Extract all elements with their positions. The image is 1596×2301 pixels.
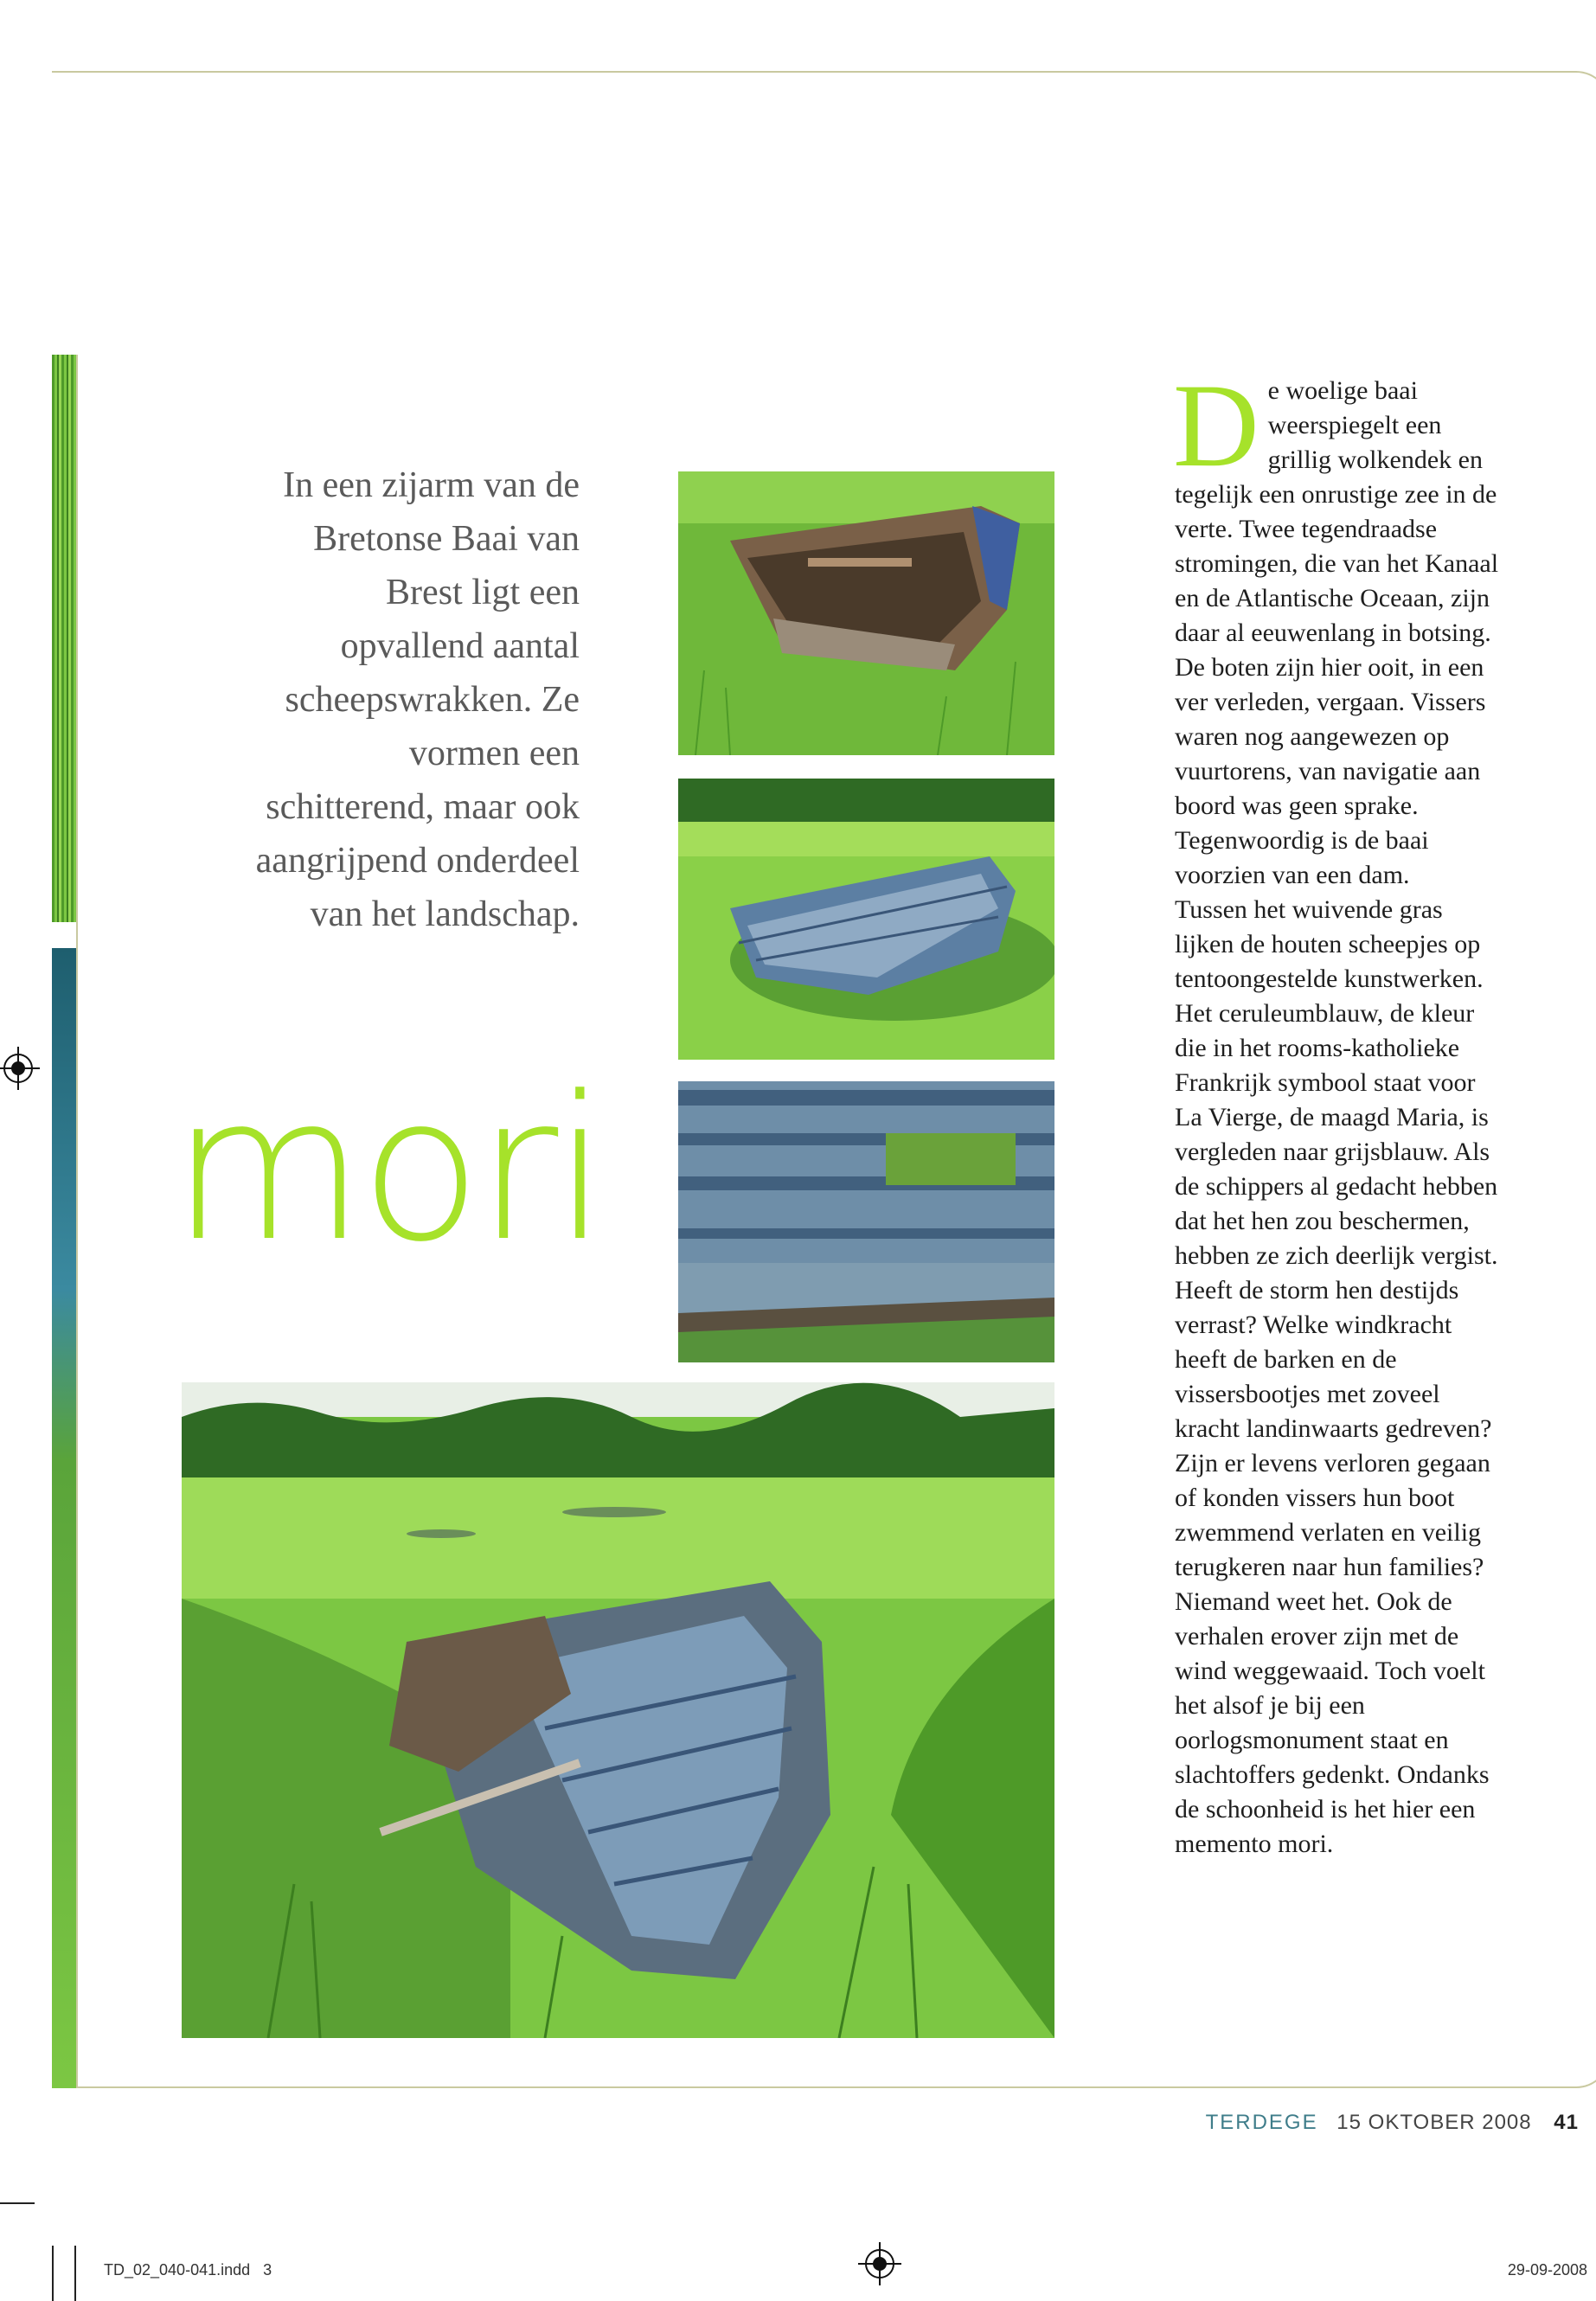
headline-mori: mori xyxy=(171,1054,604,1285)
page-footer xyxy=(1206,2111,1579,2135)
photo-wreck-top xyxy=(678,471,1054,755)
photo-hull-closeup xyxy=(678,1081,1054,1362)
left-grass-strip-bottom xyxy=(52,948,76,2088)
registration-mark-bottom xyxy=(865,2249,894,2279)
page-number: 41 xyxy=(1554,2111,1579,2134)
top-frame-line xyxy=(52,71,1570,73)
bottom-frame-line xyxy=(76,2086,1570,2088)
crop-mark-horizontal xyxy=(0,2202,35,2204)
top-right-corner xyxy=(1557,71,1596,125)
slug-date: 29-09-2008 xyxy=(1507,2261,1587,2279)
magazine-name: TERDEGE xyxy=(1205,2111,1318,2134)
bottom-right-corner xyxy=(1557,2036,1596,2088)
crop-mark-left-2 xyxy=(74,2246,76,2301)
photo-wreck-large xyxy=(182,1382,1054,2038)
drop-cap: D xyxy=(1173,359,1259,491)
left-grass-strip-top xyxy=(52,355,76,922)
article-paragraph-1: e woelige baai weerspiegelt een grillig wolkendek en tegelijk een onrustige zee in de verte. Twee tegendraadse stromingen, die van het Kanaal en de Atlantische Oceaan, zijn daar al eeuwenlang in botsing. De boten zijn hier ooit, in een ver verleden, vergaan. Vissers waren nog aangewezen op vuurtorens, van navigatie aan boord was geen sprake. Tegenwoordig is de baai voorzien van een dam. xyxy=(1175,376,1499,889)
registration-mark-left xyxy=(3,1054,33,1083)
article-body xyxy=(1173,359,1508,1862)
left-frame-line xyxy=(76,355,78,2088)
intro-text: In een zijarm van de Bretonse Baai van Brest ligt een opvallend aantal scheepswrakken. Ze vormen een schitterend, maar ook aangrijpend onderdeel van het landschap. xyxy=(255,465,580,934)
crop-mark-left xyxy=(52,2246,54,2301)
photo-wreck-middle xyxy=(678,779,1054,1060)
issue-date: 15 OKTOBER 2008 xyxy=(1336,2111,1532,2134)
slug-filename: TD_02_040-041.indd 3 xyxy=(104,2261,272,2279)
article-paragraph-2: Tussen het wuivende gras lijken de houten scheepjes op tentoongestelde kunstwerken. Het ceruleumblauw, de kleur die in het rooms-katholieke Frankrijk symbool staat voor La Vierge, de maagd Maria, is vergleden naar grijsblauw. Als de schippers al gedacht hebben dat het hen zou beschermen, hebben ze zich deerlijk vergist. Heeft de storm hen destijds verrast? Welke windkracht heeft de barken en de vissersbootjes met zoveel kracht landinwaarts gedreven? Zijn er levens verloren gegaan of konden vissers hun boot zwemmend verlaten en veilig terugkeren naar hun families? Niemand weet het. Ook de verhalen erover zijn met de wind weggewaaid. Toch voelt het alsof je bij een oorlogsmonument staat en slachtoffers gedenkt. Ondanks de schoonheid is het hier een memento mori. xyxy=(1175,895,1498,1858)
